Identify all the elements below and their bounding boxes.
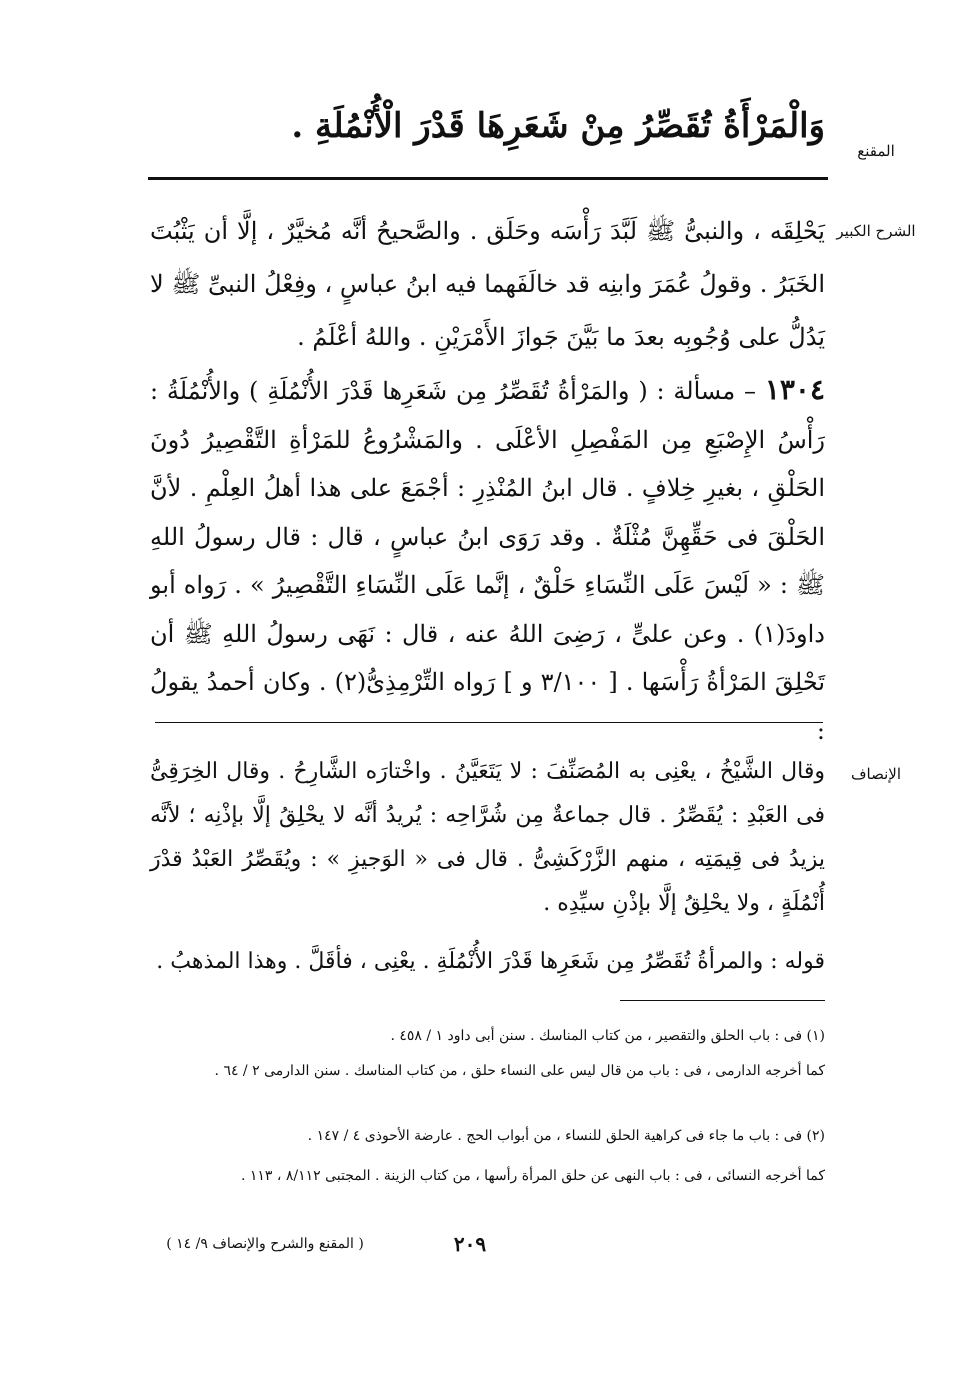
section-label-sharh: الشرح الكبير [836,222,916,240]
sharh-paragraph-1: يَحْلِقَه ، والنبىُّ ﷺ لَبَّدَ رَأْسَه وحَلَق . والصَّحيحُ أنَّه مُخيَّرٌ ، إلَّا أن يَثْبُتَ الخَبَرُ . وقولُ عُمَرَ وابنِه قد خالَفَهما فيه ابنُ عباسٍ ، وفِعْلُ النبىِّ ﷺ لا يَدُلُّ على وُجُوبِه بعدَ ما بَيَّنَ جَوازَ الأَمْرَيْنِ . واللهُ أعْلَمُ . [150,217,825,351]
section-label-muqni: المقنع [857,142,895,160]
muqni-text: وَالْمَرْأَةُ تُقَصِّرُ مِنْ شَعَرِهَا قَدْرَ الْأُنْمُلَةِ . [291,106,825,146]
footnote-1-line-2: كما أخرجه الدارمى ، فى : باب من قال ليس على النساء حلق ، من كتاب المناسك . سنن الدارمى ٢ / ٦٤ . [214,1063,825,1079]
footnote-divider [620,1000,825,1001]
footnote-2-line-1: (٢) فى : باب ما جاء فى كراهية الحلق للنساء ، من أبواب الحج . عارضة الأحوذى ٤ / ١٤٧ . [307,1128,825,1144]
muqni-divider [148,177,828,180]
sharh-divider [155,722,823,723]
page-number: ٢٠٩ [453,1232,487,1256]
sharh-paragraph-2-text: – مسألة : ( والمَرْأةُ تُقَصِّرُ مِن شَعَرِها قَدْرَ الأُنْمُلَةِ ) والأُنْمُلَةُ : رَأْسُ الإِصْبَعِ مِن المَفْصِلِ الأعْلَى . والمَشْرُوعُ للمَرْأةِ التَّقْصِيرُ دُونَ الحَلْقِ ، بغيرِ خِلافٍ . قال ابنُ المُنْذِرِ : أجْمَعَ على هذا أهلُ العِلْمِ . لأنَّ الحَلْقَ فى حَقِّهِنَّ مُثْلَةٌ . وقد رَوَى ابنُ عباسٍ ، قال : قال رسولُ اللهِ ﷺ : « لَيْسَ عَلَى النِّسَاءِ حَلْقٌ ، إنَّما عَلَى النِّسَاءِ التَّقْصِيرُ » . رَواه أبو داودَ(١) . وعن علىٍّ ، رَضِىَ اللهُ عنه ، قال : نَهَى رسولُ اللهِ ﷺ أن تَحْلِقَ المَرْأةُ رَأْسَها . [ ٣/١٠٠ و ] رَواه التِّرْمِذِىُّ(٢) . وكان أحمدُ يقولُ : [150,377,825,745]
section-label-insaf: الإنصاف [850,765,902,783]
issue-number: ١٣٠٤ [764,373,825,406]
footnote-2-line-2: كما أخرجه النسائى ، فى : باب النهى عن حلق المرأة رأسها ، من كتاب الزينة . المجتبى ٨/١١٢ ، ١١٣ . [240,1168,825,1184]
sharh-paragraph-2 [150,366,825,755]
insaf-paragraph-1: وقال الشَّيْخُ ، يعْنِى به المُصَنِّفَ : لا يَتَعَيَّنُ . واخْتارَه الشَّارِحُ . وقال الخِرَقِىُّ فى العَبْدِ : يُقَصِّرُ . قال جماعةٌ مِن شُرَّاحِه : يُريدُ أنَّه لا يحْلِقُ إلَّا بإذْنِه ؛ لأنَّه يزيدُ فى قِيمَتِه ، منهم الزَّرْكَشِىُّ . قال فى « الوَجيزِ » : ويُقَصِّرُ العَبْدُ قدْرَ أُنْمُلَةٍ ، ولا يحْلِقُ إلَّا بإذْنِ سيِّدِه . [150,759,825,916]
footnote-1-line-1: (١) فى : باب الحلق والتقصير ، من كتاب المناسك . سنن أبى داود ١ / ٤٥٨ . [390,1028,825,1044]
volume-reference: ( المقنع والشرح والإنصاف ٩/ ١٤ ) [166,1236,364,1252]
insaf-paragraph-2: قوله : والمرأةُ تُقَصِّرُ مِن شَعَرِها قَدْرَ الأُنْمُلَةِ . يعْنِى ، فأقَلَّ . وهذا المذهبُ . [156,949,825,974]
